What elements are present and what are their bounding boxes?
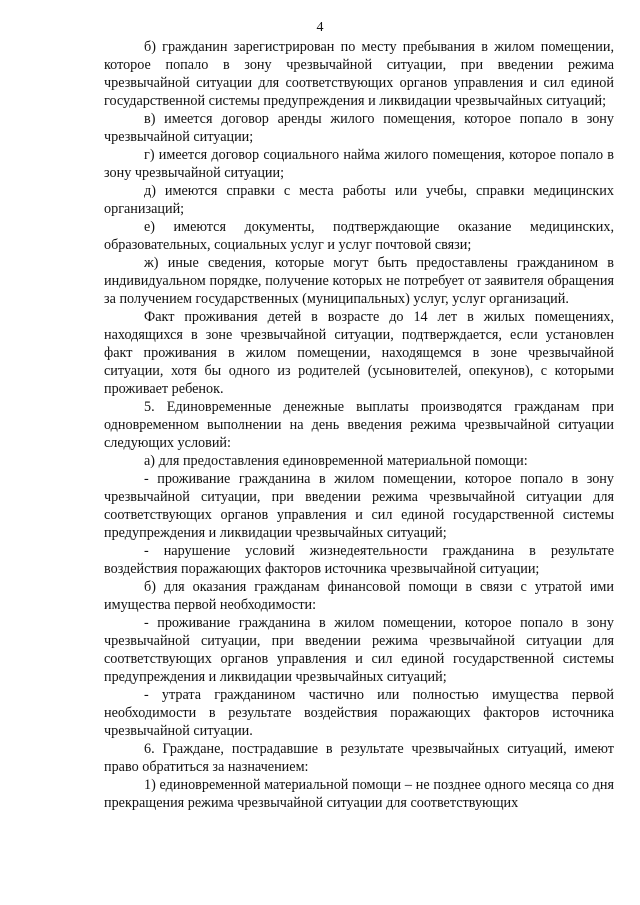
paragraph-zh-other-info: ж) иные сведения, которые могут быть предоставлены гражданином в индивидуальном порядке, получение которых не потребует от заявителя обращения за получением государственных (муниципальных) услуг, услуг организаций. [104,255,614,307]
paragraph-6-citizens-right: 6. Граждане, пострадавшие в результате чрезвычайных ситуаций, имеют право обратиться за назначением: [104,741,614,775]
paragraph-d-certificates: д) имеются справки с места работы или учебы, справки медицинских организаций; [104,183,614,217]
list-item-residence-1: - проживание гражданина в жилом помещении, которое попало в зону чрезвычайной ситуации, при введении режима чрезвычайной ситуации для соответствующих органов управления и сил единой государственной системы предупреждения и ликвидации чрезвычайных ситуаций; [104,471,614,541]
list-item-property-loss: - утрата гражданином частично или полностью имущества первой необходимости в результате воздействия поражающих факторов источника чрезвычайной ситуации. [104,687,614,739]
list-item-living-conditions: - нарушение условий жизнедеятельности гражданина в результате воздействия поражающих факторов источника чрезвычайной ситуации; [104,543,614,577]
paragraph-1-one-time-help: 1) единовременной материальной помощи – не позднее одного месяца со дня прекращения режима чрезвычайной ситуации для соответствующих [104,777,614,811]
paragraph-v-rent-contract: в) имеется договор аренды жилого помещения, которое попало в зону чрезвычайной ситуации; [104,111,614,145]
page-number: 4 [316,20,324,35]
paragraph-a-material-help: а) для предоставления единовременной материальной помощи: [144,453,528,469]
paragraph-e-documents: е) имеются документы, подтверждающие оказание медицинских, образовательных, социальных услуг и услуг почтовой связи; [104,219,614,253]
document-body [104,38,614,812]
paragraph-b-financial-help: б) для оказания гражданам финансовой помощи в связи с утратой ими имущества первой необходимости: [104,579,614,613]
paragraph-b-registered: б) гражданин зарегистрирован по месту пребывания в жилом помещении, которое попало в зону чрезвычайной ситуации, при введении режима чрезвычайной ситуации для соответствующих органов управления и сил единой государственной системы предупреждения и ликвидации чрезвычайных ситуаций; [104,39,614,109]
paragraph-5-payments: 5. Единовременные денежные выплаты производятся гражданам при одновременном выполнении на день введения режима чрезвычайной ситуации следующих условий: [104,399,614,451]
list-item-residence-2: - проживание гражданина в жилом помещении, которое попало в зону чрезвычайной ситуации, при введении режима чрезвычайной ситуации для соответствующих органов управления и сил единой государственной системы предупреждения и ликвидации чрезвычайных ситуаций; [104,615,614,685]
paragraph-g-social-rent: г) имеется договор социального найма жилого помещения, которое попало в зону чрезвычайной ситуации; [104,147,614,181]
paragraph-children-residence: Факт проживания детей в возрасте до 14 лет в жилых помещениях, находящихся в зоне чрезвычайной ситуации, подтверждается, если установлен факт проживания в жилом помещении, находящемся в зоне чрезвычайной ситуации, хотя бы одного из родителей (усыновителей, опекунов), с которыми проживает ребенок. [104,309,614,397]
